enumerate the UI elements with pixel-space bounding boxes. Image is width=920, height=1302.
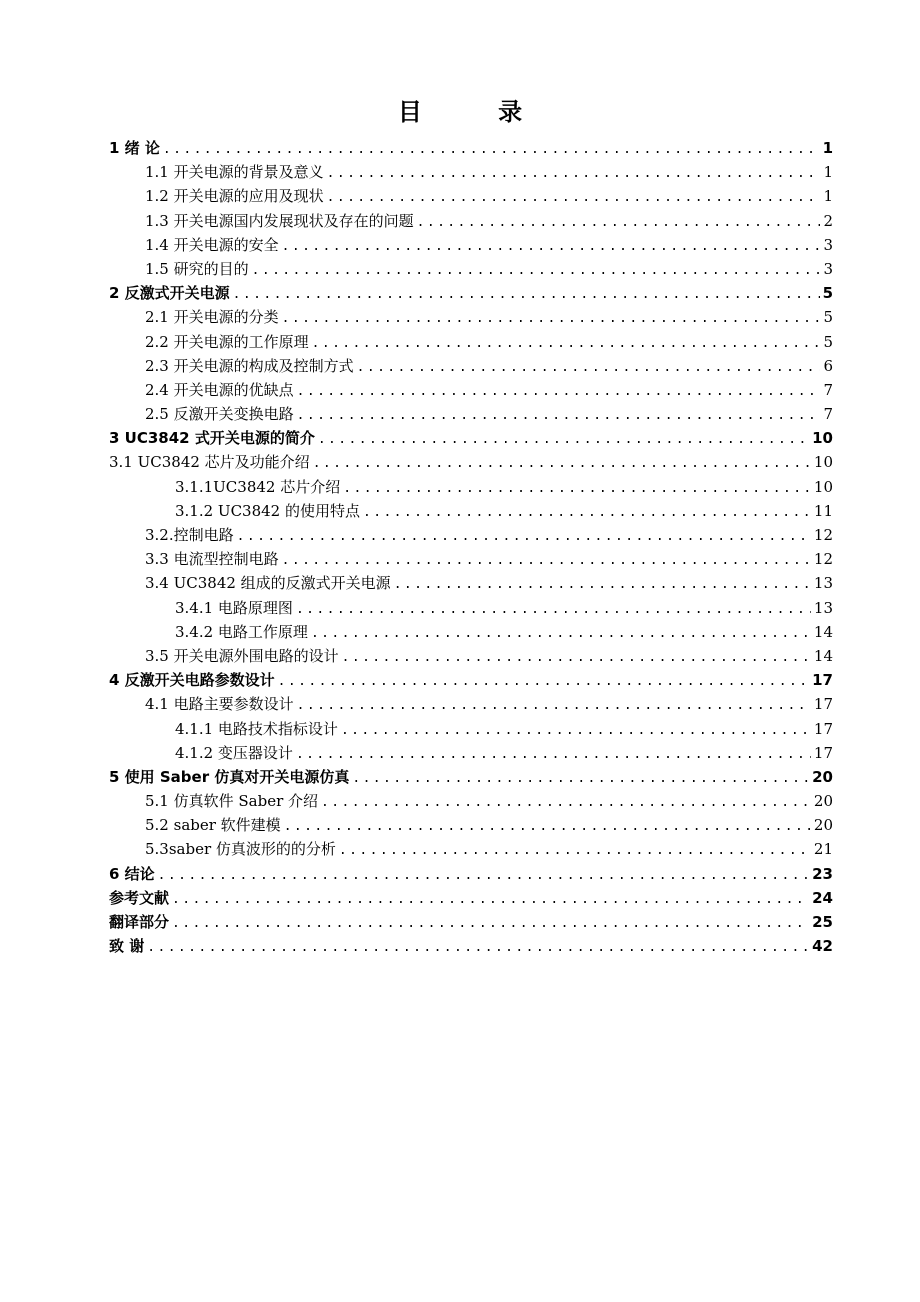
toc-dot-leader <box>282 235 821 259</box>
toc-entry[interactable] <box>109 136 833 160</box>
toc-entry-page-number: 24 <box>812 888 833 907</box>
toc-entry-title: 3.2.控制电路 <box>145 526 234 544</box>
toc-entry-title: 2.1 开关电源的分类 <box>145 308 279 327</box>
toc-entry-page-number: 5 <box>823 332 833 351</box>
toc-entry[interactable] <box>109 378 833 402</box>
toc-dot-leader <box>321 791 811 815</box>
toc-entry-title: 3.4 UC3842 组成的反激式开关电源 <box>145 574 391 593</box>
toc-entry-page-number: 1 <box>822 139 833 157</box>
toc-entry-page-number: 11 <box>813 501 833 520</box>
toc-entry-title: 3.4.2 电路工作原理 <box>175 622 308 641</box>
toc-dot-leader <box>311 622 811 646</box>
toc-entry[interactable] <box>109 668 833 692</box>
toc-entry[interactable] <box>109 741 833 765</box>
toc-entry-title: 3.1 UC3842 芯片及功能介绍 <box>109 453 310 472</box>
toc-dot-leader <box>296 743 811 767</box>
toc-dot-leader <box>312 332 821 356</box>
toc-dot-leader <box>233 283 820 307</box>
toc-entry-title: 4.1.2 变压器设计 <box>175 743 293 762</box>
toc-dot-leader <box>341 719 811 743</box>
toc-entry-title: 4.1 电路主要参数设计 <box>145 695 294 714</box>
toc-dot-leader <box>147 936 809 960</box>
toc-entry-page-number: 10 <box>813 453 833 472</box>
toc-entry-page-number: 20 <box>813 792 833 811</box>
toc-entry-page-number: 2 <box>823 211 833 230</box>
toc-dot-leader <box>297 694 811 718</box>
toc-entry[interactable] <box>109 620 833 644</box>
toc-entry[interactable] <box>109 886 833 910</box>
toc-entry[interactable] <box>109 547 833 571</box>
toc-entry[interactable] <box>109 160 833 184</box>
toc-dot-leader <box>343 477 811 501</box>
toc-entry-page-number: 5 <box>822 284 833 303</box>
toc-entry-page-number: 3 <box>823 235 833 254</box>
table-of-contents <box>109 136 833 958</box>
toc-entry[interactable] <box>109 789 833 813</box>
toc-dot-leader <box>284 815 811 839</box>
toc-dot-leader <box>394 573 811 597</box>
toc-entry-page-number: 5 <box>823 308 833 327</box>
toc-entry-page-number: 12 <box>813 526 833 544</box>
toc-dot-leader <box>282 307 821 331</box>
toc-entry-title: 参考文献 <box>109 888 170 907</box>
toc-entry-page-number: 17 <box>813 743 833 762</box>
toc-entry-page-number: 10 <box>813 477 833 496</box>
toc-entry[interactable] <box>109 571 833 595</box>
toc-dot-leader <box>297 380 821 404</box>
toc-entry[interactable] <box>109 765 833 789</box>
toc-entry[interactable] <box>109 644 833 668</box>
toc-entry-title: 3.3 电流型控制电路 <box>145 550 279 569</box>
toc-entry-page-number: 6 <box>823 356 833 375</box>
toc-dot-leader <box>327 186 821 210</box>
toc-entry-title: 1.3 开关电源国内发展现状及存在的问题 <box>145 211 414 230</box>
toc-entry[interactable] <box>109 934 833 958</box>
toc-entry-title: 4.1.1 电路技术指标设计 <box>175 719 338 738</box>
toc-entry[interactable] <box>109 692 833 716</box>
toc-entry-page-number: 17 <box>812 671 833 690</box>
toc-entry[interactable] <box>109 305 833 329</box>
toc-entry-page-number: 13 <box>813 598 833 617</box>
toc-dot-leader <box>282 549 811 573</box>
toc-entry[interactable] <box>109 717 833 741</box>
toc-entry-page-number: 10 <box>812 429 833 448</box>
toc-dot-leader <box>313 452 811 476</box>
toc-entry[interactable] <box>109 862 833 886</box>
toc-dot-leader <box>172 912 809 936</box>
toc-entry-page-number: 21 <box>813 840 833 859</box>
toc-entry-title: 4 反激开关电路参数设计 <box>109 671 275 690</box>
toc-entry-page-number: 1 <box>823 187 833 206</box>
toc-entry[interactable] <box>109 330 833 354</box>
toc-entry[interactable] <box>109 354 833 378</box>
toc-entry-page-number: 17 <box>813 719 833 738</box>
toc-dot-leader <box>352 767 809 791</box>
toc-entry[interactable] <box>109 596 833 620</box>
toc-entry-page-number: 17 <box>813 695 833 714</box>
toc-entry[interactable] <box>109 450 833 474</box>
toc-dot-leader <box>297 404 821 428</box>
toc-entry-title: 2.2 开关电源的工作原理 <box>145 332 309 351</box>
toc-entry-page-number: 7 <box>823 405 833 424</box>
toc-entry-title: 5.2 saber 软件建模 <box>145 816 281 835</box>
toc-dot-leader <box>417 211 821 235</box>
toc-entry-page-number: 1 <box>823 163 833 182</box>
toc-entry[interactable] <box>109 184 833 208</box>
toc-entry-title: 2.5 反激开关变换电路 <box>145 405 294 424</box>
toc-dot-leader <box>163 138 820 162</box>
toc-entry[interactable] <box>109 475 833 499</box>
toc-entry[interactable] <box>109 837 833 861</box>
toc-entry-title: 1.4 开关电源的安全 <box>145 235 279 254</box>
toc-entry[interactable] <box>109 813 833 837</box>
toc-dot-leader <box>252 259 821 283</box>
toc-entry[interactable] <box>109 402 833 426</box>
toc-entry[interactable] <box>109 426 833 450</box>
toc-entry-title: 1.1 开关电源的背景及意义 <box>145 163 324 182</box>
toc-dot-leader <box>327 162 821 186</box>
toc-entry-title: 6 结论 <box>109 864 155 883</box>
toc-dot-leader <box>339 839 811 863</box>
toc-entry-page-number: 20 <box>812 767 833 786</box>
toc-entry[interactable] <box>109 499 833 523</box>
toc-entry-page-number: 13 <box>813 574 833 593</box>
toc-dot-leader <box>342 646 811 670</box>
toc-entry-title: 3.1.1UC3842 芯片介绍 <box>175 477 341 496</box>
toc-entry-page-number: 12 <box>813 550 833 569</box>
toc-entry-page-number: 3 <box>823 259 833 278</box>
toc-entry[interactable] <box>109 523 833 547</box>
toc-dot-leader <box>296 598 811 622</box>
toc-entry-title: 3.4.1 电路原理图 <box>175 598 293 617</box>
toc-entry[interactable] <box>109 257 833 281</box>
toc-entry-title: 致 谢 <box>109 937 145 956</box>
toc-dot-leader <box>357 356 821 380</box>
toc-entry-page-number: 25 <box>812 913 833 931</box>
toc-entry-page-number: 14 <box>813 646 833 665</box>
toc-entry[interactable] <box>109 233 833 257</box>
toc-entry-page-number: 7 <box>823 380 833 399</box>
toc-entry-title: 2 反激式开关电源 <box>109 284 230 303</box>
toc-entry-page-number: 23 <box>812 864 833 883</box>
toc-entry-title: 3 UC3842 式开关电源的简介 <box>109 429 315 448</box>
toc-entry-title: 3.5 开关电源外围电路的设计 <box>145 646 339 665</box>
toc-entry[interactable] <box>109 281 833 305</box>
toc-entry-page-number: 14 <box>813 622 833 641</box>
toc-entry-title: 1.5 研究的目的 <box>145 259 249 278</box>
toc-dot-leader <box>237 525 811 549</box>
toc-entry-title: 5.3saber 仿真波形的的分析 <box>145 840 336 859</box>
toc-entry-page-number: 20 <box>813 816 833 835</box>
toc-entry-title: 1 绪 论 <box>109 139 160 157</box>
toc-dot-leader <box>278 670 809 694</box>
toc-entry-title: 3.1.2 UC3842 的使用特点 <box>175 501 360 520</box>
toc-entry-page-number: 42 <box>812 937 833 956</box>
toc-dot-leader <box>172 888 809 912</box>
toc-entry-title: 5.1 仿真软件 Saber 介绍 <box>145 792 319 811</box>
toc-dot-leader <box>363 501 811 525</box>
toc-entry-title: 2.4 开关电源的优缺点 <box>145 380 294 399</box>
toc-entry-title: 5 使用 Saber 仿真对开关电源仿真 <box>109 767 350 786</box>
toc-entry-title: 2.3 开关电源的构成及控制方式 <box>145 356 354 375</box>
toc-entry[interactable] <box>109 910 833 934</box>
toc-dot-leader <box>318 428 809 452</box>
toc-entry-title: 1.2 开关电源的应用及现状 <box>145 187 324 206</box>
toc-title: 目 录 <box>397 98 557 126</box>
toc-entry[interactable] <box>109 209 833 233</box>
toc-entry-title: 翻译部分 <box>109 913 170 931</box>
toc-dot-leader <box>158 864 809 888</box>
